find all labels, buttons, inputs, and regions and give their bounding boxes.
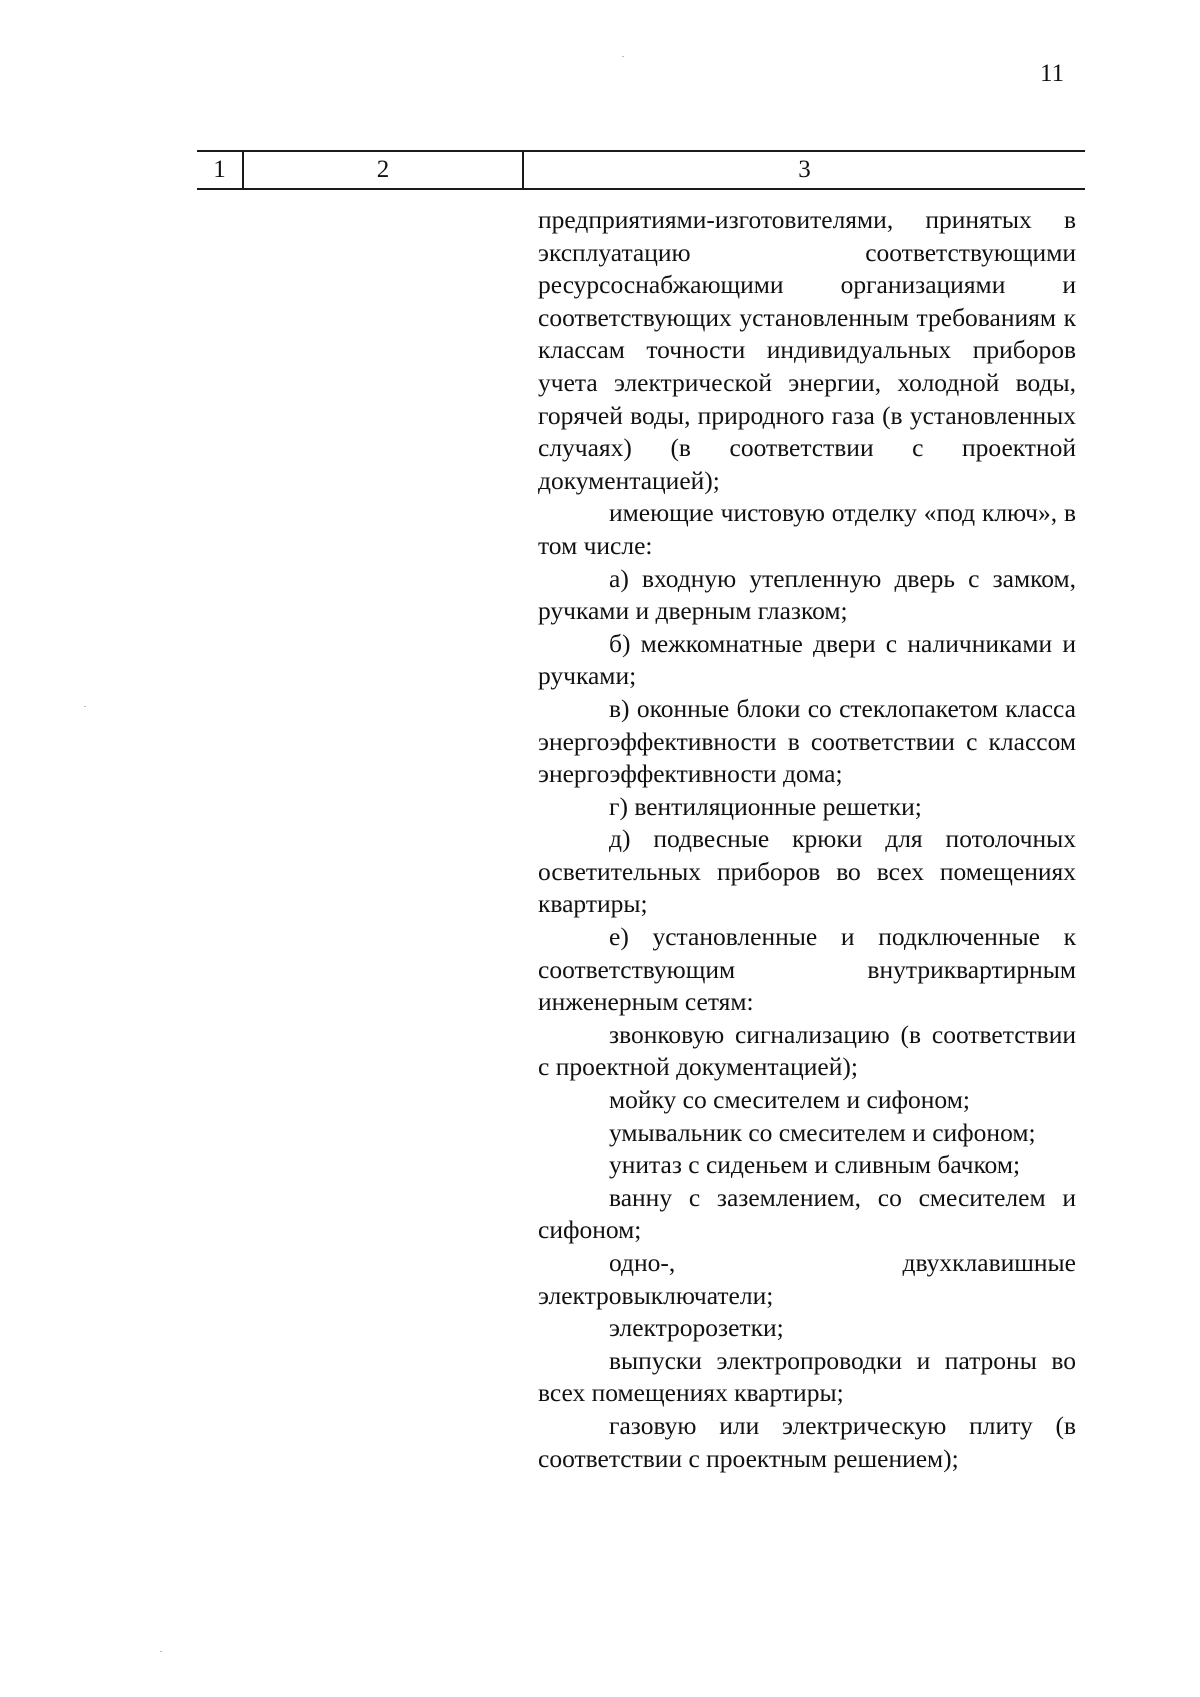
- scan-speck: [160, 1651, 162, 1652]
- paragraph: предприятиями-изготовителями, принятых в эксплуатацию соответствующими ресурсоснабжающими организациями и соответствующих установленным требованиям к классам точности индивидуальных приборов учета электрической энергии, холодной воды, горячей воды, природного газа (в установленных случаях) (в соответствии с проектной документацией);: [538, 205, 1076, 495]
- table-header-col-1: 1: [197, 152, 244, 188]
- paragraph: умывальник со смесителем и сифоном;: [609, 1117, 1036, 1147]
- scan-speck: [622, 56, 624, 57]
- paragraph: унитаз с сиденьем и сливным бачком;: [609, 1150, 1021, 1180]
- paragraph: мойку со смесителем и сифоном;: [609, 1085, 970, 1115]
- paragraph: д) подвесные крюки для потолочных осветительных приборов во всех помещениях квартиры;: [538, 824, 1076, 919]
- paragraph: одно-, двухклавишные электровыключатели;: [538, 1248, 1076, 1310]
- table-header-col-2: 2: [244, 152, 524, 188]
- paragraph: имеющие чистовую отделку «под ключ», в том числе:: [538, 498, 1076, 560]
- table-header-col-3: 3: [798, 156, 811, 183]
- paragraph: выпуски электропроводки и патроны во всех помещениях квартиры;: [538, 1345, 1076, 1408]
- scan-speck: [84, 706, 86, 707]
- column-3-content: [538, 204, 1076, 1475]
- paragraph: ванну с заземлением, со смесителем и сифоном;: [538, 1182, 1076, 1245]
- paragraph: б) межкомнатные двери с наличниками и ручками;: [538, 628, 1076, 691]
- page-number: 11: [1040, 60, 1065, 87]
- paragraph: а) входную утепленную дверь с замком, ручками и дверным глазком;: [538, 563, 1076, 626]
- paragraph: газовую или электрическую плиту (в соответствии с проектным решением);: [538, 1410, 1076, 1473]
- paragraph: в) оконные блоки со стеклопакетом класса энергоэффективности в соответствии с классом энергоэффективности дома;: [538, 693, 1076, 789]
- table-header-row: [197, 150, 1085, 190]
- paragraph: электророзетки;: [609, 1313, 784, 1343]
- paragraph: г) вентиляционные решетки;: [609, 791, 922, 821]
- paragraph: звонковую сигнализацию (в соответствии с проектной документацией);: [538, 1019, 1076, 1082]
- paragraph: е) установленные и подключенные к соответствующим внутриквартирным инженерным сетям:: [538, 922, 1076, 1017]
